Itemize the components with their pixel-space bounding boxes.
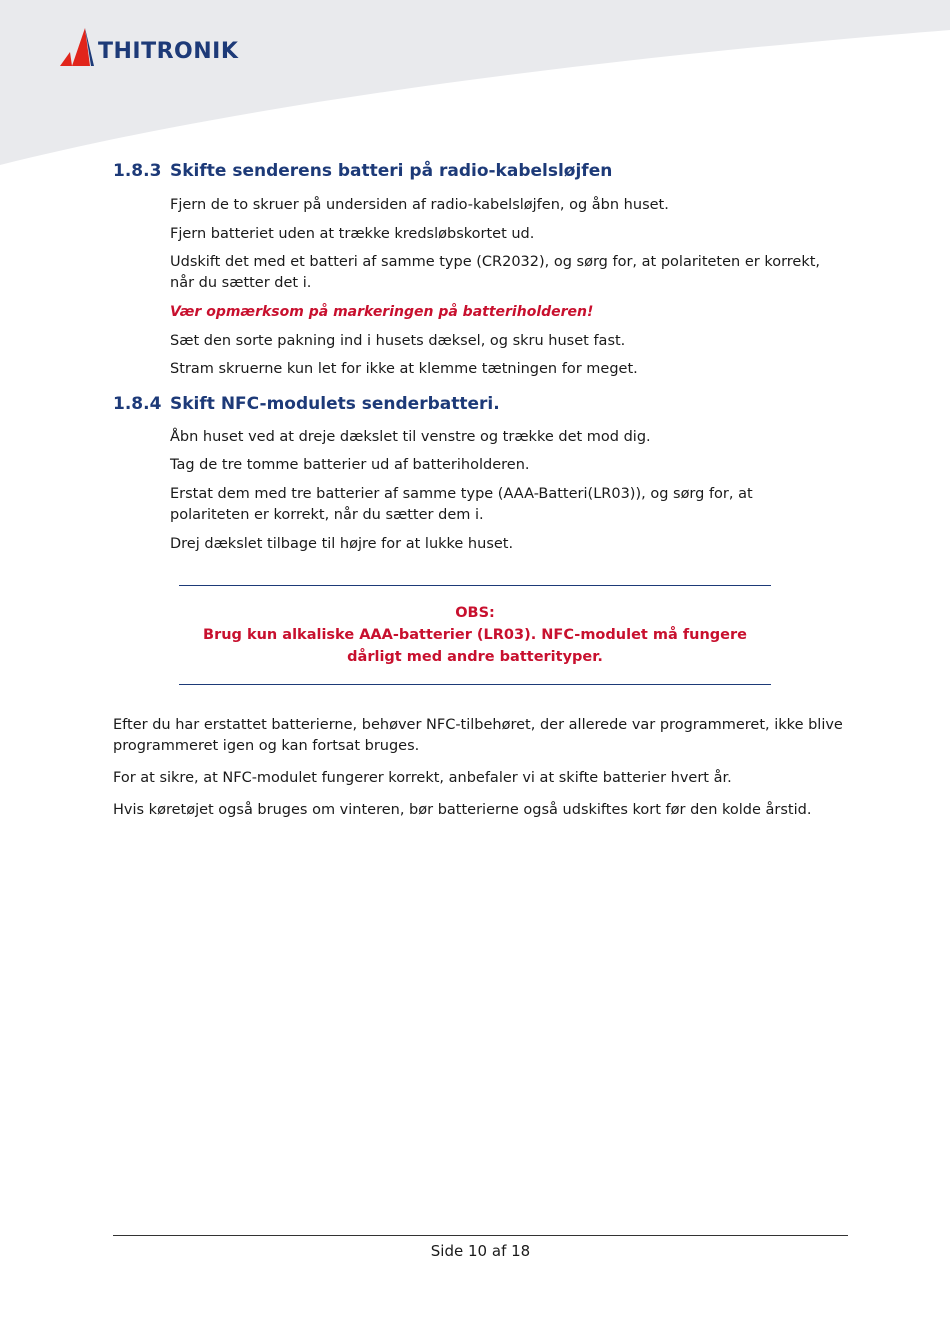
step-text: Udskift det med et batteri af samme type (CR2032), og sørg for, at polariteten er korrekt, når du sætter det i.	[170, 254, 821, 291]
closing-paragraph: Hvis køretøjet også bruges om vinteren, bør batterierne også udskiftes kort før den kolde årstid.	[113, 802, 812, 818]
section-title: Skifte senderens batteri på radio-kabelsløjfen	[170, 161, 613, 181]
section-title: Skift NFC-modulets senderbatteri.	[170, 394, 500, 414]
step-text: Drej dækslet tilbage til højre for at lukke huset.	[170, 536, 514, 552]
footer-rule	[113, 1235, 848, 1236]
section-number: 1.8.4	[113, 394, 162, 414]
step-text: Fjern de to skruer på undersiden af radio-kabelsløjfen, og åbn huset.	[170, 197, 669, 213]
step-text: Fjern batteriet uden at trække kredsløbskortet ud.	[170, 226, 535, 242]
warning-text: Vær opmærksom på markeringen på batteriholderen!	[170, 304, 594, 320]
section-number: 1.8.3	[113, 161, 162, 181]
closing-paragraph: Efter du har erstattet batterierne, behøver NFC-tilbehøret, der allerede var programmeret, ikke blive programmeret igen og kan fortsat bruges.	[113, 717, 843, 754]
step-text: Åbn huset ved at dreje dækslet til venstre og trække det mod dig.	[170, 429, 651, 445]
brand-name: THITRONIK	[98, 39, 239, 64]
notice-box	[179, 602, 771, 668]
footer-page-number: 10	[468, 1242, 488, 1260]
section-heading-1-8-4	[113, 394, 500, 414]
notice-bottom-rule	[179, 684, 771, 685]
footer-total-pages: 18	[511, 1242, 531, 1260]
step-text: Erstat dem med tre batterier af samme type (AAA-Batteri(LR03)), og sørg for, at polariteten er korrekt, når du sætter dem i.	[170, 486, 753, 523]
notice-text: Brug kun alkaliske AAA-batterier (LR03). NFC-modulet må fungere dårligt med andre batterityper.	[203, 627, 747, 665]
step-text: Stram skruerne kun let for ikke at klemme tætningen for meget.	[170, 361, 638, 377]
notice-title: OBS:	[455, 605, 495, 621]
footer-side-label: Side	[430, 1242, 464, 1260]
notice-top-rule	[179, 585, 771, 586]
sail-logo-icon	[58, 28, 100, 66]
step-text: Tag de tre tomme batterier ud af batteriholderen.	[170, 457, 530, 473]
section-heading-1-8-3	[113, 161, 612, 181]
thitronik-logo	[58, 26, 238, 66]
closing-paragraph: For at sikre, at NFC-modulet fungerer korrekt, anbefaler vi at skifte batterier hvert år.	[113, 770, 732, 786]
page-footer	[113, 1242, 848, 1260]
footer-of-label: af	[491, 1242, 507, 1260]
step-text: Sæt den sorte pakning ind i husets dæksel, og skru huset fast.	[170, 333, 626, 349]
